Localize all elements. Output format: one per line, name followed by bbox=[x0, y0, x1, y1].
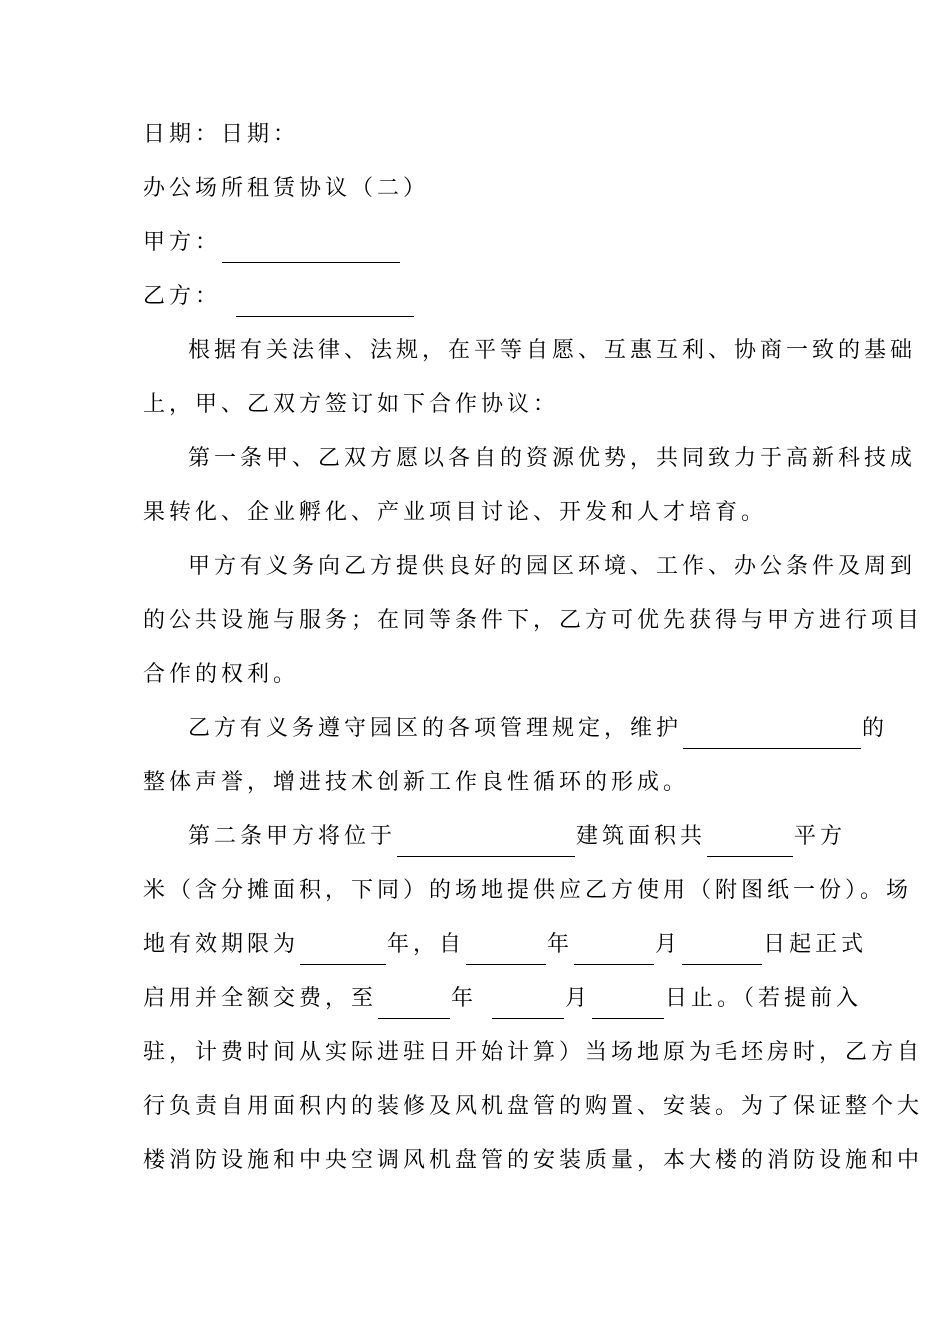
intro-line-1 bbox=[143, 331, 917, 385]
location-blank bbox=[397, 828, 575, 857]
date-text: 日期：日期： bbox=[143, 122, 300, 147]
article-2-line-7 bbox=[143, 1141, 924, 1195]
article-1-line-2 bbox=[143, 493, 814, 547]
party-b-line bbox=[143, 277, 814, 331]
party-b-duty-line-2 bbox=[143, 763, 814, 817]
reputation-blank bbox=[683, 720, 861, 749]
article-2-text-3d: 月 bbox=[655, 932, 682, 957]
article-2-text-4c: 月 bbox=[565, 986, 592, 1011]
start-day-blank bbox=[682, 936, 762, 965]
article-1-text-1: 第一条甲、乙双方愿以各自的资源优势，共同致力于高新科技成 bbox=[188, 446, 917, 471]
article-2-text-c: 平方 bbox=[794, 824, 847, 849]
party-a-duty-line-1 bbox=[143, 547, 917, 601]
date-line bbox=[143, 115, 814, 169]
party-a-duty-line-2 bbox=[143, 601, 924, 655]
intro-line-2 bbox=[143, 385, 814, 439]
party-b-duty-text-2: 整体声誉，增进技术创新工作良性循环的形成。 bbox=[143, 770, 690, 795]
party-a-line bbox=[143, 223, 814, 277]
article-2-text-3a: 地有效期限为 bbox=[143, 932, 300, 957]
party-a-blank bbox=[222, 234, 400, 263]
article-2-text-3c: 年 bbox=[547, 932, 574, 957]
end-year-blank bbox=[378, 990, 450, 1019]
term-years-blank bbox=[300, 936, 386, 965]
start-year-blank bbox=[466, 936, 546, 965]
end-day-blank bbox=[592, 990, 664, 1019]
end-month-blank bbox=[492, 990, 564, 1019]
article-1-line-1 bbox=[143, 439, 917, 493]
party-a-duty-text-1: 甲方有义务向乙方提供良好的园区环境、工作、办公条件及周到 bbox=[188, 554, 917, 579]
party-a-label: 甲方： bbox=[143, 230, 222, 255]
party-a-duty-text-2: 的公共设施与服务；在同等条件下，乙方可优先获得与甲方进行项目 bbox=[143, 608, 924, 633]
party-b-duty-text-1-end: 的 bbox=[862, 716, 889, 741]
article-2-text-a: 第二条甲方将位于 bbox=[188, 824, 397, 849]
party-a-duty-text-3: 合作的权利。 bbox=[143, 662, 300, 687]
article-2-text-5: 驻，计费时间从实际进驻日开始计算）当场地原为毛坯房时，乙方自 bbox=[143, 1040, 924, 1065]
title-text: 办公场所租赁协议（二） bbox=[143, 176, 430, 201]
intro-text-1: 根据有关法律、法规，在平等自愿、互惠互利、协商一致的基础 bbox=[188, 338, 917, 363]
article-2-line-3 bbox=[143, 925, 868, 979]
party-b-label: 乙方： bbox=[143, 284, 222, 309]
article-2-line-6 bbox=[143, 1087, 924, 1141]
article-2-line-4 bbox=[143, 979, 863, 1033]
party-b-duty-text-1: 乙方有义务遵守园区的各项管理规定，维护 bbox=[188, 716, 683, 741]
article-2-text-6: 行负责自用面积内的装修及风机盘管的购置、安装。为了保证整个大 bbox=[143, 1094, 924, 1119]
party-b-blank bbox=[236, 288, 414, 317]
article-2-text-3e: 日起正式 bbox=[763, 932, 868, 957]
document-title bbox=[143, 169, 814, 223]
area-blank bbox=[707, 828, 793, 857]
article-2-line-2 bbox=[143, 871, 913, 925]
article-2-text-7: 楼消防设施和中央空调风机盘管的安装质量，本大楼的消防设施和中 bbox=[143, 1148, 924, 1173]
article-2-text-2: 米（含分摊面积，下同）的场地提供应乙方使用（附图纸一份）。场 bbox=[143, 878, 913, 903]
party-b-duty-line-1 bbox=[143, 709, 889, 763]
article-2-text-4b: 年 bbox=[451, 986, 478, 1011]
article-2-text-b: 建筑面积共 bbox=[576, 824, 707, 849]
article-2-line-5 bbox=[143, 1033, 924, 1087]
intro-text-2: 上，甲、乙双方签订如下合作协议： bbox=[143, 392, 560, 417]
article-1-text-2: 果转化、企业孵化、产业项目讨论、开发和人才培育。 bbox=[143, 500, 768, 525]
article-2-text-4d: 日止。（若提前入 bbox=[665, 986, 863, 1011]
party-a-duty-line-3 bbox=[143, 655, 814, 709]
article-2-line-1 bbox=[143, 817, 847, 871]
article-2-text-4a: 启用并全额交费，至 bbox=[143, 986, 378, 1011]
article-2-text-3b: 年，自 bbox=[387, 932, 466, 957]
start-month-blank bbox=[574, 936, 654, 965]
